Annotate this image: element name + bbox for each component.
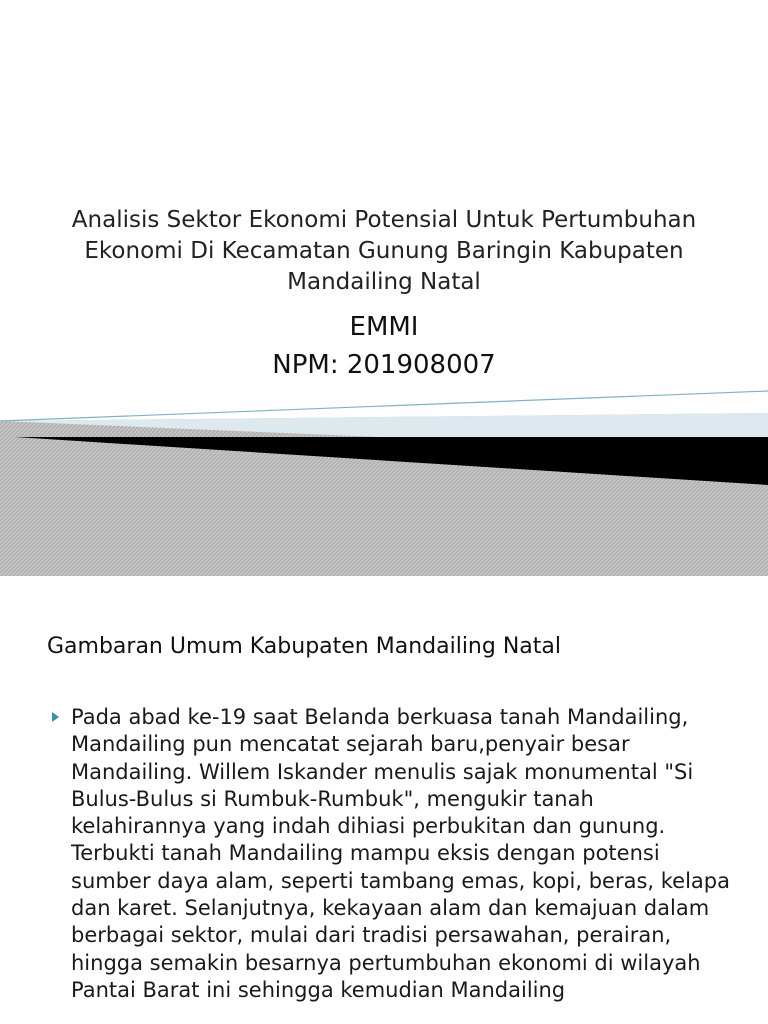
- content-slide: [0, 576, 768, 1024]
- decorative-banner: [0, 385, 768, 576]
- section-title: Gambaran Umum Kabupaten Mandailing Natal: [47, 634, 561, 659]
- author-block: [60, 308, 708, 384]
- author-npm: NPM: 201908007: [272, 350, 496, 380]
- bullet-text: Pada abad ke-19 saat Belanda berkuasa tanah Mandailing, Mandailing pun mencatat sejarah baru,penyair besar Mandailing. Willem Iskander menulis sajak monumental "Si Bulus-Bulus si Rumbuk-Rumbuk", mengukir tanah kelahirannya yang indah dihiasi perbukitan dan gunung. Terbukti tanah Mandailing mampu eksis dengan potensi sumber daya alam, seperti tambang emas, kopi, beras, kelapa dan karet. Selanjutnya, kekayaan alam dan kemajuan dalam berbagai sektor, mulai dari tradisi persawahan, perairan, hingga semakin besarnya pertumbuhan ekonomi di wilayah Pantai Barat ini sehingga kemudian Mandailing: [71, 705, 730, 1002]
- bullet-item: [52, 704, 732, 1004]
- slide-title: Analisis Sektor Ekonomi Potensial Untuk Pertumbuhan Ekonomi Di Kecamatan Gunung Baringin Kabupaten Mandailing Natal: [71, 207, 697, 295]
- author-name: EMMI: [349, 312, 419, 342]
- bullet-arrow-icon: [52, 712, 59, 722]
